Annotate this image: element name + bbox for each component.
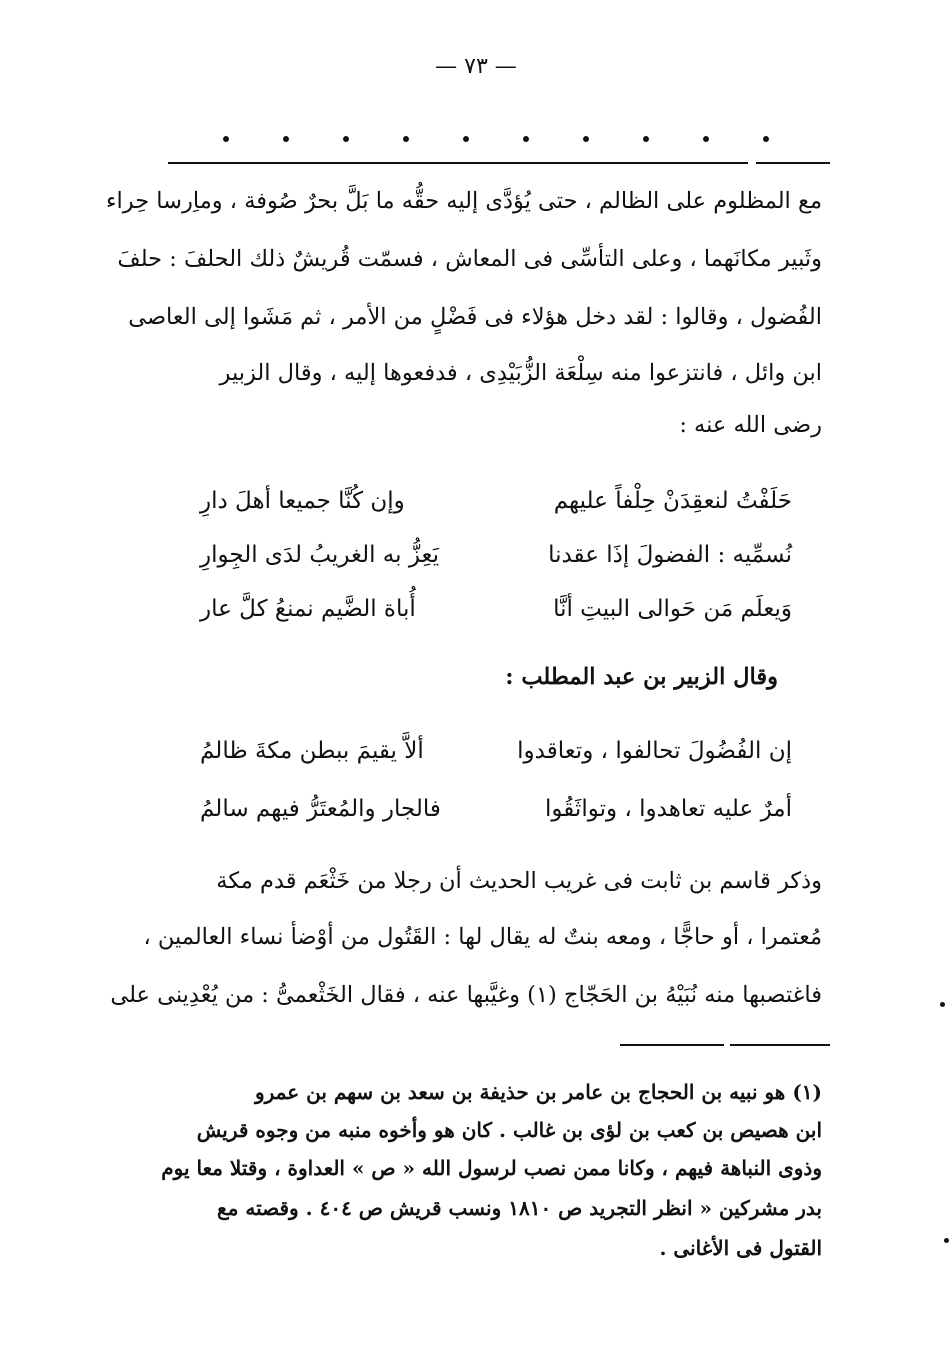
- poem-2-intro: وقال الزبير بن عبد المطلب :: [505, 664, 778, 690]
- ornament-dot: [283, 136, 289, 142]
- page-number: — ٧٣ —: [435, 54, 517, 79]
- ornament-dot: [223, 136, 229, 142]
- text-line: ابن وائل ، فانتزعوا منه سِلْعَة الزُّبَيْدِى ، فدفعوها إليه ، وقال الزبير: [219, 360, 822, 386]
- text-line: مع المظلوم على الظالم ، حتى يُؤدَّى إليه حقُّه ما بَلَّ بحرٌ صُوفة ، وماِرسا حِراء: [105, 188, 822, 214]
- ornamental-dots-row: [205, 130, 790, 150]
- ornament-dot: [343, 136, 349, 142]
- text-line: رضى الله عنه :: [679, 412, 822, 438]
- footnote-separator: [620, 1044, 830, 1046]
- ornament-dot: [403, 136, 409, 142]
- verse-second-hemistich: وإن كُنَّا جميعا أهلَ دارِ: [200, 488, 405, 514]
- footnote-line: وذوى النباهة فيهم ، وكانا ممن نصب لرسول الله « ص » العداوة ، وقتلا معا يوم: [161, 1156, 822, 1180]
- verse-first-hemistich: وَيعلَم مَن حَوالى البيتِ أنَّا: [553, 596, 792, 622]
- ornament-dot: [463, 136, 469, 142]
- footnote-line: بدر مشركين « انظر التجريد ص ١٨١٠ ونسب قريش ص ٤٠٤ . وقصته مع: [217, 1196, 822, 1220]
- footnote-line: (١) هو نبيه بن الحجاج بن عامر بن حذيفة بن سعد بن سهم بن عمرو: [254, 1080, 822, 1104]
- footnote-line: القتول فى الأغانى .: [659, 1236, 822, 1260]
- verse-line: [200, 488, 792, 528]
- ornament-dot: [643, 136, 649, 142]
- verse-line: [200, 542, 792, 582]
- ornament-dot: [763, 136, 769, 142]
- verse-second-hemistich: يَعِزُّ به الغريبُ لدَى الجِوارِ: [200, 542, 440, 568]
- ornament-dot: [583, 136, 589, 142]
- verse-first-hemistich: حَلَفْتُ لنعقِدَنْ حِلْفاً عليهم: [553, 488, 792, 514]
- verse-second-hemistich: ألاَّ يقيمَ ببطن مكةَ ظالمُ: [200, 738, 424, 764]
- text-line: الفُضول ، وقالوا : لقد دخل هؤلاء فى فَضْلٍ من الأمر ، ثم مَشَوا إلى العاصى: [128, 304, 822, 330]
- verse-first-hemistich: أمرٌ عليه تعاهدوا ، وتواثَقُوا: [545, 796, 792, 822]
- verse-line: [200, 738, 792, 778]
- verse-first-hemistich: إن الفُضُولَ تحالفوا ، وتعاقدوا: [517, 738, 792, 764]
- verse-second-hemistich: أُباة الضَّيم نمنعُ كلَّ عار: [200, 596, 416, 622]
- ornament-dot: [523, 136, 529, 142]
- text-line: مُعتمرا ، أو حاجًّا ، ومعه بنتٌ له يقال لها : القَتُول من أوْضأ نساء العالمين ،: [143, 924, 822, 950]
- verse-second-hemistich: فالجار والمُعتَرُّ فيهم سالمُ: [200, 796, 441, 822]
- text-line: وذكر قاسم بن ثابت فى غريب الحديث أن رجلا من خَثْعَم قدم مكة: [216, 868, 822, 894]
- verse-line: [200, 596, 792, 636]
- ornament-dot: [703, 136, 709, 142]
- margin-speck: [944, 1238, 949, 1243]
- verse-line: [200, 796, 792, 836]
- verse-first-hemistich: نُسمِّيه : الفضولَ إذَا عقدنا: [548, 542, 792, 568]
- text-line: فاغتصبها منه نُبَيْهُ بن الحَجّاج (١) وغيَّبها عنه ، فقال الخَثْعمىُّ : من يُعْدِينى على: [110, 982, 822, 1008]
- margin-speck: [940, 1002, 945, 1007]
- footnote-line: ابن هصيص بن كعب بن لؤى بن غالب . كان هو وأخوه منبه من وجوه قريش: [196, 1118, 822, 1142]
- header-rule: [168, 162, 830, 164]
- text-line: وثَبير مكانَهما ، وعلى التأسِّى فى المعاش ، فسمّت قُريشٌ ذلك الحلفَ : حلفَ: [117, 246, 822, 272]
